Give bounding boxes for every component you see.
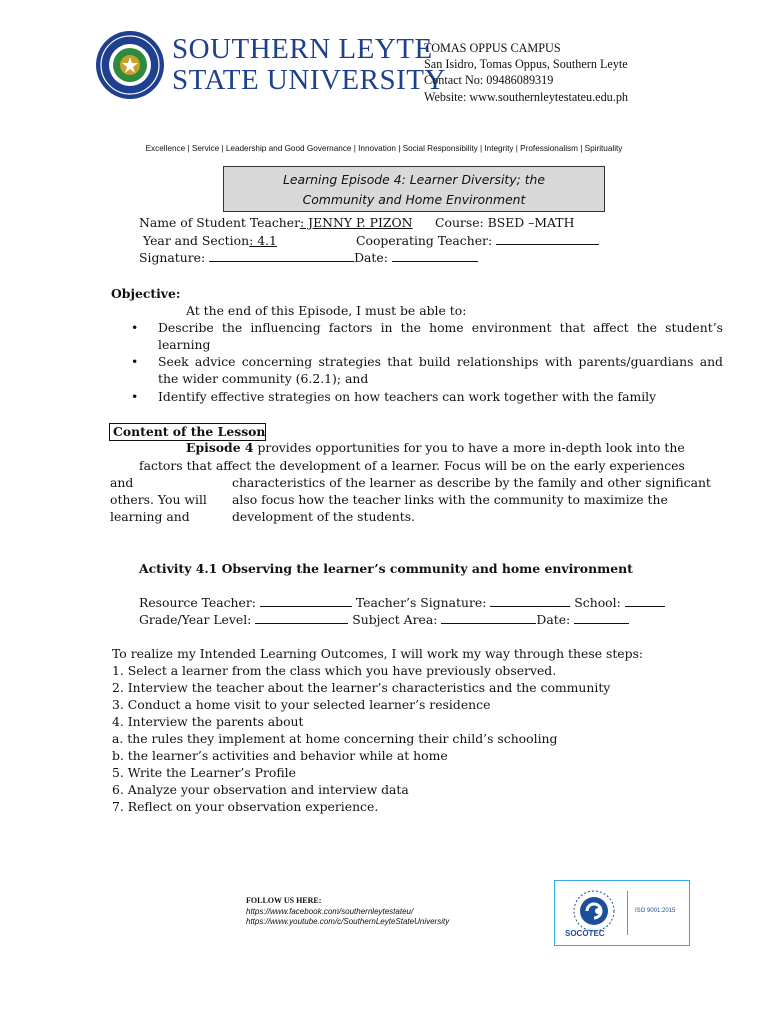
university-seal-icon: [95, 30, 165, 100]
activity-row-1: [139, 594, 665, 611]
campus-name: TOMAS OPPUS CAMPUS: [424, 41, 561, 55]
bullet-icon: •: [131, 320, 139, 335]
objective-item-text: Seek advice concerning strategies that build relationships with parents/guardians and the wider community (6.2.1); and: [158, 354, 723, 386]
year-section-value: : 4.1: [249, 233, 277, 248]
step-item: 5. Write the Learner’s Profile: [112, 765, 296, 780]
objective-item-text: Identify effective strategies on how teachers can work together with the family: [158, 389, 657, 404]
step-item: 6. Analyze your observation and interview data: [112, 782, 409, 797]
episode-label: Episode 4: [186, 440, 254, 455]
year-section-row: [143, 232, 277, 249]
content-line-4: [110, 491, 721, 508]
content-line-4-b: also focus how the teacher links with the community to maximize the: [232, 492, 668, 507]
content-heading: Content of the Lesson: [109, 423, 266, 441]
facebook-link[interactable]: https://www.facebook.com/southernleytestateu/: [246, 906, 414, 916]
teacher-signature-label: Teacher’s Signature:: [351, 595, 491, 610]
activity-row-2: [139, 611, 629, 628]
signature-blank: [209, 250, 354, 262]
resource-teacher-label: Resource Teacher:: [139, 595, 260, 610]
university-name-line2: STATE UNIVERSITY: [172, 64, 446, 96]
step-item: b. the learner’s activities and behavior while at home: [112, 748, 448, 763]
student-name-value: : JENNY P. PIZON: [300, 215, 413, 230]
student-name-label: Name of Student Teacher: [139, 215, 301, 230]
step-item: 7. Reflect on your observation experience.: [112, 799, 379, 814]
step-item: 4. Interview the parents about: [112, 714, 304, 729]
objective-item: [131, 388, 723, 405]
signature-label: Signature:: [139, 250, 210, 265]
date-blank: [392, 250, 478, 262]
steps-intro: To realize my Intended Learning Outcomes, I will work my way through these steps:: [112, 646, 644, 661]
content-line-1: [186, 439, 685, 456]
cooperating-teacher-label: Cooperating Teacher:: [356, 233, 497, 248]
cooperating-teacher-blank: [496, 233, 599, 245]
youtube-link[interactable]: https://www.youtube.com/c/SouthernLeyteStateUniversity: [246, 917, 450, 926]
follow-us: [246, 896, 449, 928]
objective-heading: Objective:: [111, 286, 181, 301]
content-line-3-b-text: characteristics of the learner as describe by the family and other significant: [232, 475, 711, 490]
objective-item-text: Describe the influencing factors in the home environment that affect the student’s learning: [158, 320, 723, 352]
iso-label: ISO 9001:2015: [635, 908, 676, 914]
core-values: Excellence | Service | Leadership and Good Governance | Innovation | Social Responsibility | Integrity | Professionalism | Spirituality: [145, 144, 623, 153]
activity-title: Activity 4.1 Observing the learner’s community and home environment: [139, 561, 633, 576]
subject-area-blank: [441, 612, 536, 624]
date-label: Date:: [354, 250, 392, 265]
content-line-3: [110, 474, 721, 491]
course-value: Course: BSED –MATH: [435, 215, 575, 230]
grade-level-label: Grade/Year Level:: [139, 612, 256, 627]
bullet-icon: •: [131, 354, 139, 369]
grade-level-blank: [255, 612, 348, 624]
objective-item: [131, 353, 723, 387]
step-item: a. the rules they implement at home concerning their child’s schooling: [112, 731, 558, 746]
teacher-signature-blank: [490, 595, 570, 607]
episode-title-line2: Community and Home Environment: [302, 192, 526, 207]
bullet-icon: •: [131, 389, 139, 404]
objective-intro: At the end of this Episode, I must be able to:: [186, 303, 467, 318]
content-line-4-a: others. You will: [110, 492, 207, 507]
activity-date-blank: [574, 612, 629, 624]
step-item: 2. Interview the teacher about the learner’s characteristics and the community: [112, 680, 611, 695]
episode-title-box: [223, 166, 605, 212]
resource-teacher-blank: [260, 595, 352, 607]
content-line-3-a: and: [110, 475, 134, 490]
campus-website: Website: www.southernleytestateu.edu.ph: [424, 89, 629, 104]
school-label: School:: [570, 595, 625, 610]
episode-title-line1: Learning Episode 4: Learner Diversity; the: [282, 172, 546, 187]
school-blank: [625, 595, 665, 607]
content-line-5-b: development of the students.: [232, 509, 415, 524]
step-item: 3. Conduct a home visit to your selected learner’s residence: [112, 697, 491, 712]
campus-contact: Contact No: 09486089319: [424, 73, 554, 88]
activity-date-label: Date:: [536, 612, 575, 627]
year-section-label: Year and Section: [143, 233, 250, 248]
university-name: [172, 34, 446, 96]
badge-divider: [627, 891, 628, 935]
content-line-3-b: [232, 474, 721, 491]
student-name-row: [139, 214, 413, 231]
follow-heading: FOLLOW US HERE:: [246, 896, 322, 905]
campus-address: San Isidro, Tomas Oppus, Southern Leyte: [424, 57, 628, 72]
campus-info: [424, 40, 628, 105]
steps-list: [112, 645, 643, 815]
content-line-5-a: learning and: [110, 509, 190, 524]
iso-certification-badge: [554, 880, 690, 946]
content-line-2: factors that affect the development of a learner. Focus will be on the early experiences: [139, 458, 685, 473]
socotec-label: SOCOTEC: [565, 929, 605, 938]
step-item: 1. Select a learner from the class which you have previously observed.: [112, 663, 557, 678]
university-name-line1: SOUTHERN LEYTE: [172, 33, 433, 65]
objective-item: [131, 319, 723, 353]
content-line-1-text: provides opportunities for you to have a more in-depth look into the: [253, 440, 685, 455]
signature-row: [139, 249, 478, 266]
cooperating-teacher-row: [356, 232, 599, 249]
subject-area-label: Subject Area:: [348, 612, 442, 627]
